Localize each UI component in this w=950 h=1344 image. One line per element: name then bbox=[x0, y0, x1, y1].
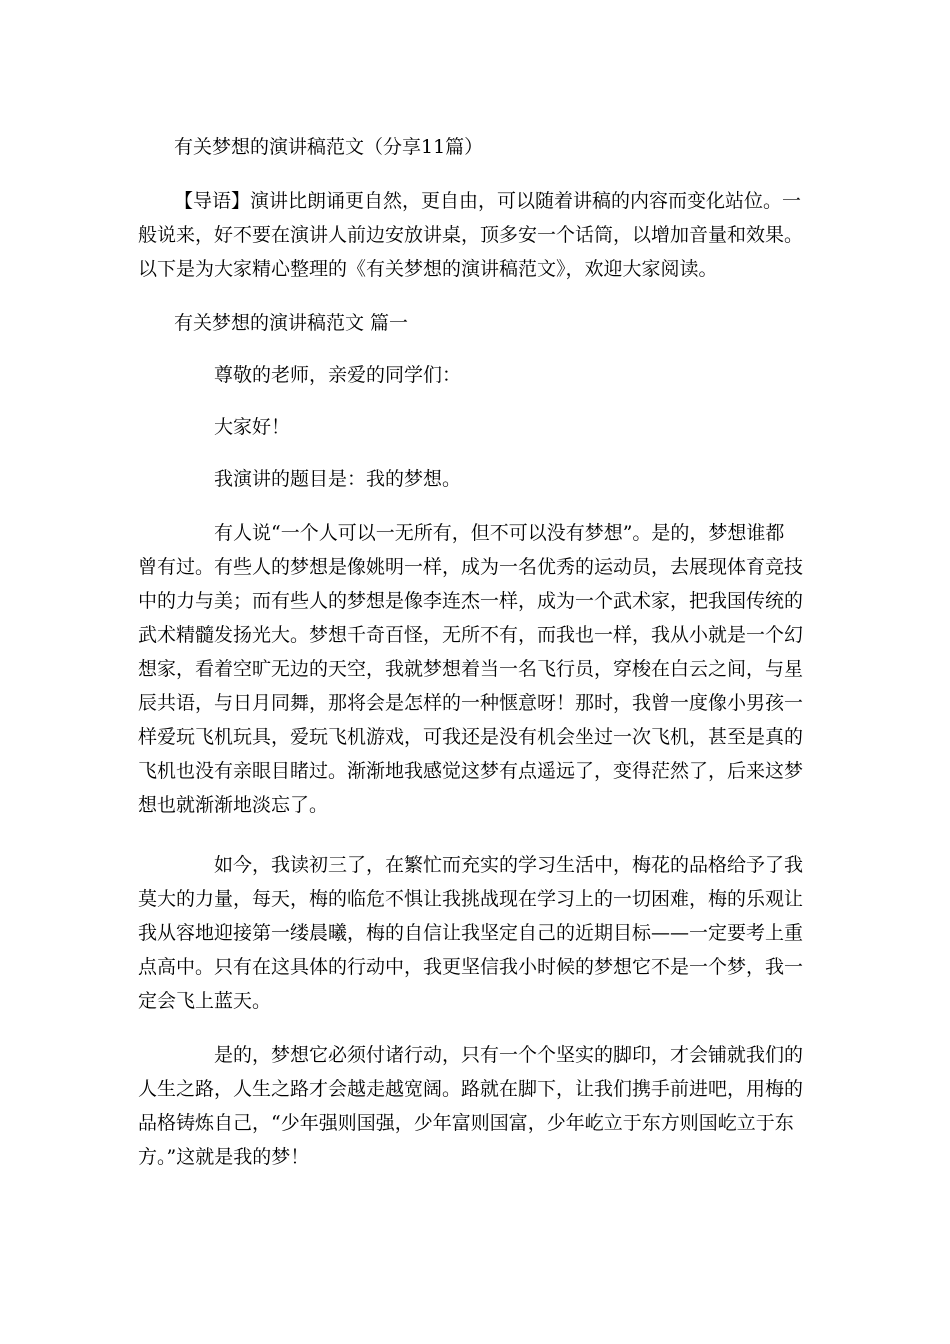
intro-line: 以下是为大家精心整理的《有关梦想的演讲稿范文》，欢迎大家阅读。 bbox=[138, 258, 718, 280]
topic-line: 我演讲的题目是：我的梦想。 bbox=[214, 468, 462, 490]
paragraph-line: 飞机也没有亲眼目睹过。渐渐地我感觉这梦有点遥远了，变得茫然了，后来这梦 bbox=[138, 760, 804, 782]
intro-line: 【导语】演讲比朗诵更自然，更自由，可以随着讲稿的内容而变化站位。一 bbox=[174, 190, 802, 212]
paragraph-line: 有人说“一个人可以一无所有，但不可以没有梦想”。是的，梦想谁都 bbox=[214, 522, 785, 544]
paragraph-line: 曾有过。有些人的梦想是像姚明一样，成为一名优秀的运动员，去展现体育竞技 bbox=[138, 556, 804, 578]
paragraph-line: 想家，看着空旷无边的天空，我就梦想着当一名飞行员，穿梭在白云之间，与星 bbox=[138, 658, 804, 680]
greeting-line: 尊敬的老师，亲爱的同学们： bbox=[214, 364, 462, 386]
paragraph-line: 如今，我读初三了，在繁忙而充实的学习生活中，梅花的品格给予了我 bbox=[214, 854, 804, 876]
paragraph-line: 是的，梦想它必须付诸行动，只有一个个坚实的脚印，才会铺就我们的 bbox=[214, 1044, 804, 1066]
body-paragraph-2 bbox=[138, 848, 810, 1018]
section-title: 有关梦想的演讲稿范文 篇一 bbox=[174, 312, 409, 334]
hello-line: 大家好！ bbox=[214, 416, 291, 438]
paragraph-line: 样爱玩飞机玩具，爱玩飞机游戏，可我还是没有机会坐过一次飞机，甚至是真的 bbox=[138, 726, 804, 748]
paragraph-line: 我从容地迎接第一缕晨曦，梅的自信让我坚定自己的近期目标——一定要考上重 bbox=[138, 922, 804, 944]
paragraph-line: 中的力与美；而有些人的梦想是像李连杰一样，成为一个武术家，把我国传统的 bbox=[138, 590, 804, 612]
body-paragraph-3 bbox=[138, 1038, 810, 1174]
document-title: 有关梦想的演讲稿范文（分享11篇） bbox=[174, 136, 484, 158]
paragraph-line: 点高中。只有在这具体的行动中，我更坚信我小时候的梦想它不是一个梦，我一 bbox=[138, 956, 804, 978]
paragraph-line: 品格铸炼自己，“少年强则国强，少年富则国富，少年屹立于东方则国屹立于东 bbox=[138, 1112, 794, 1134]
paragraph-line: 方。”这就是我的梦！ bbox=[138, 1146, 310, 1168]
body-paragraph-1 bbox=[138, 516, 810, 822]
paragraph-line: 武术精髓发扬光大。梦想千奇百怪，无所不有，而我也一样，我从小就是一个幻 bbox=[138, 624, 804, 646]
paragraph-line: 人生之路，人生之路才会越走越宽阔。路就在脚下，让我们携手前进吧，用梅的 bbox=[138, 1078, 804, 1100]
paragraph-line: 想也就渐渐地淡忘了。 bbox=[138, 794, 329, 816]
intro-paragraph bbox=[138, 184, 810, 286]
paragraph-line: 定会飞上蓝天。 bbox=[138, 990, 272, 1012]
paragraph-line: 莫大的力量，每天，梅的临危不惧让我挑战现在学习上的一切困难，梅的乐观让 bbox=[138, 888, 804, 910]
paragraph-line: 辰共语，与日月同舞，那将会是怎样的一种惬意呀！那时，我曾一度像小男孩一 bbox=[138, 692, 804, 714]
intro-line: 般说来，好不要在演讲人前边安放讲桌，顶多安一个话筒，以增加音量和效果。 bbox=[138, 224, 804, 246]
document-page bbox=[138, 130, 810, 1174]
